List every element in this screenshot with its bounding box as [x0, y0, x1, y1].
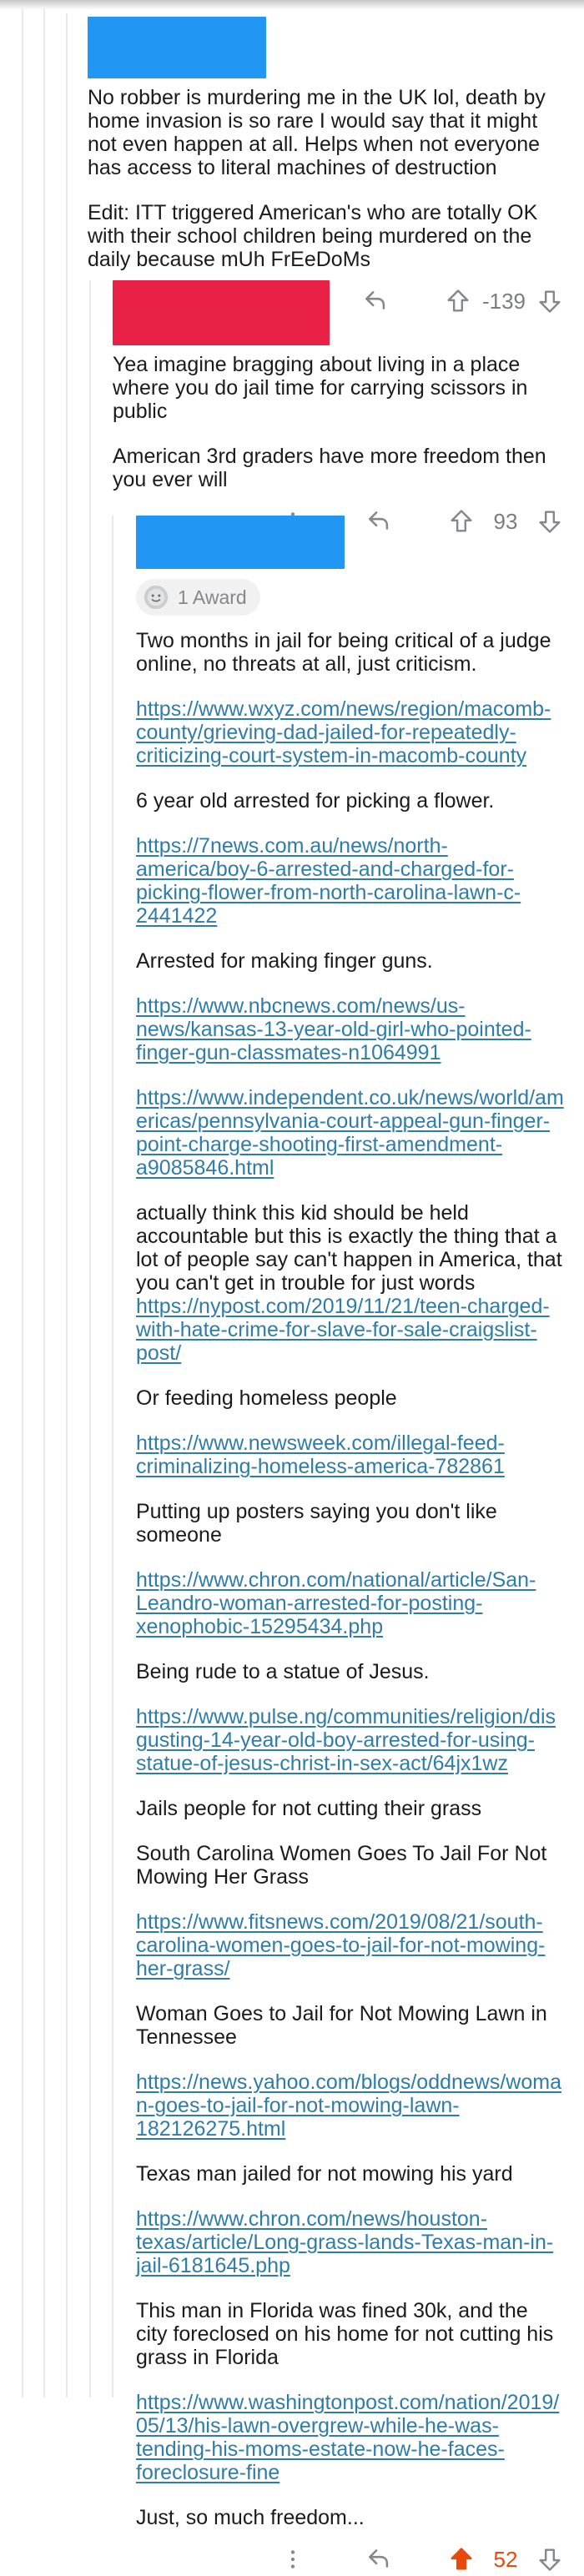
- comment-actions: [136, 2543, 564, 2576]
- reply-button[interactable]: [364, 2545, 394, 2573]
- thread-depth-line: [89, 280, 91, 2397]
- paragraph: [136, 1431, 564, 1478]
- comment-link[interactable]: https://www.washingtonpost.com/nation/2019/05/13/his-lawn-overgrew-while-he-was-tending-his-moms-estate-now-he-faces-foreclosure-fine: [136, 2391, 560, 2484]
- paragraph: [136, 1386, 564, 1410]
- text-segment: Yea imagine bragging about living in a place where you do jail time for carrying scissors in public: [113, 353, 528, 423]
- paragraph: [136, 1705, 564, 1775]
- comment-link[interactable]: https://www.chron.com/national/article/San-Leandro-woman-arrested-for-posting-xenophobic-15295434.php: [136, 1568, 536, 1638]
- text-segment: Jails people for not cutting their grass: [136, 1797, 482, 1820]
- paragraph: [136, 1568, 564, 1638]
- comment-link[interactable]: https://www.pulse.ng/communities/religion/disgusting-14-year-old-boy-arrested-for-using-statue-of-jesus-christ-in-sex-act/64jx1wz: [136, 1705, 556, 1775]
- paragraph: [136, 2391, 564, 2484]
- text-segment: 6 year old arrested for picking a flower.: [136, 789, 495, 813]
- paragraph: [136, 949, 564, 973]
- text-segment: Arrested for making finger guns.: [136, 949, 433, 973]
- paragraph: [136, 2162, 564, 2186]
- paragraph: [136, 1842, 564, 1889]
- comment-body: [113, 353, 564, 491]
- paragraph: [136, 2002, 564, 2049]
- paragraph: [136, 1660, 564, 1683]
- more-options-button[interactable]: [282, 2547, 304, 2572]
- paragraph: [136, 697, 564, 767]
- award-icon: [142, 583, 170, 611]
- text-segment: American 3rd graders have more freedom then you ever will: [113, 445, 546, 491]
- comment-link[interactable]: https://www.fitsnews.com/2019/08/21/south-carolina-women-goes-to-jail-for-not-mowing-her-grass/: [136, 1910, 546, 1980]
- thread-depth-line: [112, 516, 113, 2397]
- paragraph: [136, 2506, 564, 2529]
- comment-link[interactable]: https://www.wxyz.com/news/region/macomb-county/grieving-dad-jailed-for-repeatedly-criticizing-court-system-in-macomb-county: [136, 697, 551, 767]
- paragraph: [136, 629, 564, 676]
- award-badge[interactable]: [136, 579, 260, 616]
- paragraph: [136, 789, 564, 813]
- downvote-button[interactable]: [536, 2545, 564, 2573]
- comment-link[interactable]: https://www.independent.co.uk/news/world/americas/pennsylvania-court-appeal-gun-finger-point-charge-shooting-first-amendment-a9085846.html: [136, 1086, 564, 1180]
- paragraph: [88, 201, 564, 271]
- downvote-icon: [536, 2545, 564, 2573]
- top-shadow: [0, 0, 584, 10]
- upvote-icon: [447, 2545, 476, 2573]
- paragraph: [113, 445, 564, 491]
- paragraph: [113, 353, 564, 423]
- paragraph: [136, 2207, 564, 2277]
- text-segment: Or feeding homeless people: [136, 1386, 397, 1410]
- paragraph: [88, 86, 564, 179]
- upvote-button[interactable]: [447, 2545, 476, 2573]
- redacted-username[interactable]: [136, 516, 345, 569]
- text-segment: Just, so much freedom...: [136, 2506, 365, 2529]
- paragraph: [136, 1910, 564, 1980]
- text-segment: South Carolina Women Goes To Jail For Not Mowing Her Grass: [136, 1842, 547, 1889]
- thread-depth-line: [43, 8, 45, 2397]
- kebab-icon: [282, 2547, 304, 2572]
- vote-count: 52: [493, 2546, 518, 2572]
- paragraph: [136, 994, 564, 1064]
- paragraph: [136, 834, 564, 928]
- comment: [113, 280, 564, 538]
- comment-link[interactable]: https://www.newsweek.com/illegal-feed-criminalizing-homeless-america-782861: [136, 1431, 505, 1478]
- paragraph: [136, 1201, 564, 1365]
- text-segment: This man in Florida was fined 30k, and the city foreclosed on his home for not cutting his grass in Florida: [136, 2299, 554, 2369]
- comment-body: [88, 86, 564, 271]
- comment-link[interactable]: https://www.nbcnews.com/news/us-news/kansas-13-year-old-girl-who-pointed-finger-gun-classmates-n1064991: [136, 994, 531, 1064]
- paragraph: [136, 2070, 564, 2141]
- paragraph: [136, 1086, 564, 1180]
- thread-depth-line: [22, 8, 23, 2397]
- text-segment: Two months in jail for being critical of a judge online, no threats at all, just criticism.: [136, 629, 551, 676]
- text-segment: Edit: ITT triggered American's who are totally OK with their school children being murdered on the daily because mUh FrEeDoMs: [88, 201, 538, 271]
- reply-icon: [364, 2545, 394, 2573]
- text-segment: Texas man jailed for not mowing his yard: [136, 2162, 513, 2186]
- text-segment: Being rude to a statue of Jesus.: [136, 1660, 430, 1683]
- vote-count: -139: [481, 288, 526, 314]
- comment-link[interactable]: https://news.yahoo.com/blogs/oddnews/woman-goes-to-jail-for-not-mowing-lawn-182126275.html: [136, 2070, 561, 2141]
- award-label: 1 Award: [178, 586, 247, 608]
- comment-link[interactable]: https://nypost.com/2019/11/21/teen-charged-with-hate-crime-for-slave-for-sale-craigslist-post/: [136, 1295, 550, 1365]
- text-segment: No robber is murdering me in the UK lol, death by home invasion is so rare I would say that it might not even happen at all. Helps when not everyone has access to literal machines of destruction: [88, 86, 546, 179]
- redacted-username[interactable]: [113, 280, 330, 345]
- redacted-username[interactable]: [88, 17, 266, 78]
- comment-body: [136, 629, 564, 2529]
- text-segment: actually think this kid should be held accountable but this is exactly the thing that a lot of people say can't happen in America, that you can't get in trouble for just words: [136, 1201, 562, 1295]
- paragraph: [136, 2299, 564, 2369]
- comment: [88, 17, 564, 318]
- paragraph: [136, 1500, 564, 1547]
- comment-link[interactable]: https://7news.com.au/news/north-america/boy-6-arrested-and-charged-for-picking-flower-from-north-carolina-lawn-c-2441422: [136, 834, 521, 928]
- paragraph: [136, 1797, 564, 1820]
- comment-link[interactable]: https://www.chron.com/news/houston-texas/article/Long-grass-lands-Texas-man-in-jail-6181645.php: [136, 2207, 554, 2277]
- comment: [136, 516, 564, 2576]
- vote-count: 93: [493, 508, 518, 534]
- text-segment: Woman Goes to Jail for Not Mowing Lawn in Tennessee: [136, 2002, 547, 2049]
- thread-depth-line: [66, 13, 68, 2397]
- text-segment: Putting up posters saying you don't like someone: [136, 1500, 497, 1547]
